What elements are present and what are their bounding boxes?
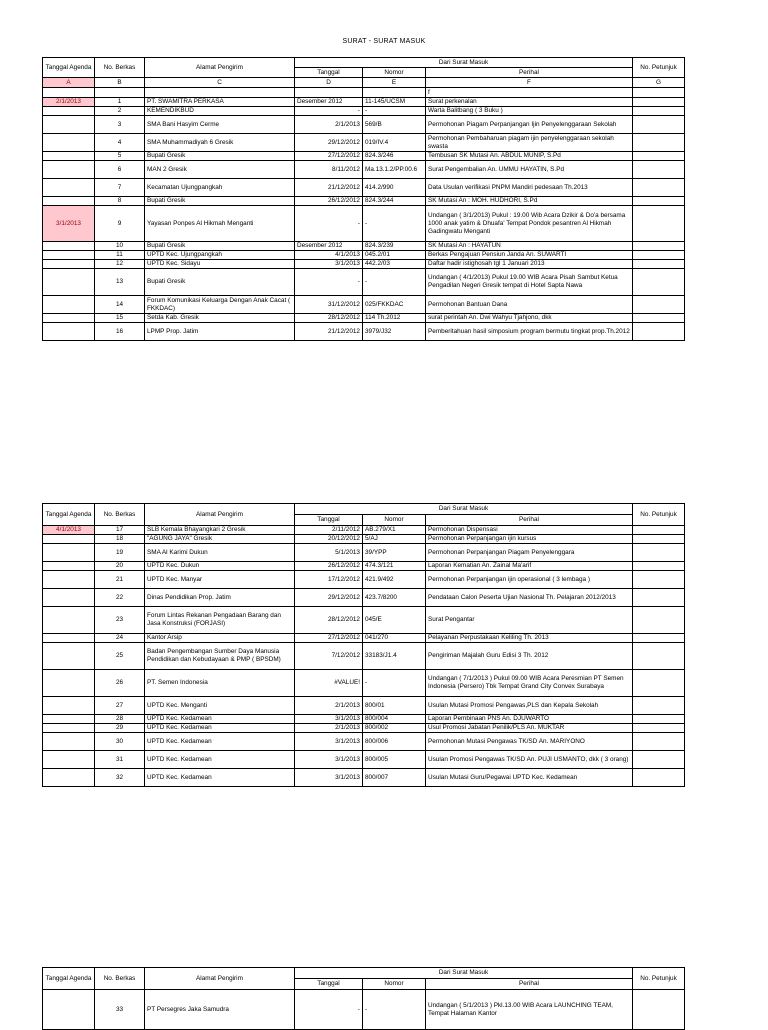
cell-alamat: Bupati Gresik	[145, 242, 295, 251]
cell-tanggal: #VALUE!	[295, 670, 363, 697]
cell-no: 15	[95, 314, 145, 323]
cell-no-petunjuk	[633, 269, 685, 296]
table-row	[43, 769, 685, 787]
cell-alamat: Bupati Gresik	[145, 152, 295, 161]
cell-no-petunjuk	[633, 314, 685, 323]
table-row	[43, 314, 685, 323]
table-row	[43, 251, 685, 260]
cell-agenda	[43, 152, 95, 161]
cell-alamat: UPTD Kec. Kedamean	[145, 724, 295, 733]
column-letter-row	[43, 78, 685, 88]
cell-no-petunjuk	[633, 98, 685, 107]
cell-perihal: Laporan Kematian An. Zainal Ma'arif	[426, 562, 633, 571]
cell-perihal: Permohonan Mutasi Pengawas TK/SD An. MARIYONO	[426, 733, 633, 751]
cell-tanggal: -	[295, 269, 363, 296]
column-letter: C	[145, 78, 295, 88]
header-tanggal-agenda: Tanggal Agenda	[43, 58, 95, 78]
cell-no-petunjuk	[633, 589, 685, 607]
cell-alamat: KEMENDIKBUD	[145, 107, 295, 116]
table-row	[43, 116, 685, 134]
header-no-berkas: No. Berkas	[95, 968, 145, 990]
table-row	[43, 107, 685, 116]
table-row	[43, 152, 685, 161]
cell-alamat: Forum Komunikasi Keluarga Dengan Anak Cacat ( FKKDAC)	[145, 296, 295, 314]
cell-no-petunjuk	[633, 152, 685, 161]
cell-agenda	[43, 697, 95, 715]
cell-nomor: 041/270	[363, 634, 426, 643]
column-letter: F	[426, 78, 633, 88]
header-alamat-pengirim: Alamat Pengirim	[145, 58, 295, 78]
cell-tanggal: 3/1/2013	[295, 260, 363, 269]
cell-alamat: Kecamatan Ujungpangkah	[145, 179, 295, 197]
cell-no-petunjuk	[633, 179, 685, 197]
cell-perihal: Permohonan Perpanjangan ijin kursus	[426, 535, 633, 544]
cell-perihal: Usulan Mutasi Guru/Pegawai UPTD Kec. Kedamean	[426, 769, 633, 787]
cell-tanggal: -	[295, 107, 363, 116]
cell-tanggal: 27/12/2012	[295, 152, 363, 161]
cell-agenda	[43, 769, 95, 787]
cell-no: 33	[95, 990, 145, 1030]
table-row	[43, 751, 685, 769]
cell-no-petunjuk	[633, 323, 685, 341]
column-letter: B	[95, 78, 145, 88]
cell-nomor: 045.2/01	[363, 251, 426, 260]
header-dari-surat-masuk: Dari Surat Masuk	[295, 58, 633, 68]
cell-perihal: surat perintah An. Dwi Wahyu Tjahjono, dkk	[426, 314, 633, 323]
cell-no-petunjuk	[633, 733, 685, 751]
cell-no: 3	[95, 116, 145, 134]
cell-nomor: Ma.13.1.2/PP.00.6	[363, 161, 426, 179]
table-row	[43, 98, 685, 107]
cell-agenda	[43, 733, 95, 751]
cell-no-petunjuk	[633, 607, 685, 634]
cell-nomor: 11-145/UCSM	[363, 98, 426, 107]
cell-perihal: Permohonan Perpanjangan Piagam Penyelenggara	[426, 544, 633, 562]
cell-no: 1	[95, 98, 145, 107]
cell-alamat: Yayasan Ponpes Al Hikmah Menganti	[145, 206, 295, 242]
cell-perihal: Undangan ( 4/1/2013) Pukul 19.00 WIB Acara Pisah Sambut Ketua Pengadilan Negeri Gresik tempat di Hotel Sapta Nawa	[426, 269, 633, 296]
cell-no-petunjuk	[633, 670, 685, 697]
cell-alamat: Forum Lintas Rekanan Pengadaan Barang dan Jasa Konstruksi (FORJASI)	[145, 607, 295, 634]
cell-agenda	[43, 161, 95, 179]
cell-agenda	[43, 116, 95, 134]
cell-nomor: -	[363, 269, 426, 296]
cell-alamat: UPTD Kec. Menganti	[145, 697, 295, 715]
table-row	[43, 697, 685, 715]
cell-agenda	[43, 571, 95, 589]
cell-no-petunjuk	[633, 296, 685, 314]
cell-agenda	[43, 634, 95, 643]
cell-tanggal: 26/12/2012	[295, 562, 363, 571]
cell-tanggal: 3/1/2013	[295, 751, 363, 769]
cell-no: 6	[95, 161, 145, 179]
cell-agenda	[43, 607, 95, 634]
cell-nomor: 5/AJ	[363, 535, 426, 544]
table-row	[43, 269, 685, 296]
cell-perihal: Pengiriman Majalah Guru Edisi 3 Th. 2012	[426, 643, 633, 670]
cell-agenda	[43, 323, 95, 341]
cell-no-petunjuk	[633, 116, 685, 134]
cell-nomor: 025/FKKDAC	[363, 296, 426, 314]
cell-tanggal: 2/11/2012	[295, 526, 363, 535]
cell-agenda	[43, 179, 95, 197]
cell-tanggal: 28/12/2012	[295, 607, 363, 634]
cell-alamat: UPTD Kec. Ujungpangkah	[145, 251, 295, 260]
header-no-petunjuk: No. Petunjuk	[633, 504, 685, 526]
cell-tanggal: 21/12/2012	[295, 323, 363, 341]
table-row	[43, 607, 685, 634]
cell-no-petunjuk	[633, 251, 685, 260]
header-no-petunjuk: No. Petunjuk	[633, 58, 685, 78]
cell-no-petunjuk	[633, 526, 685, 535]
cell-no-petunjuk	[633, 634, 685, 643]
cell-no: 4	[95, 134, 145, 152]
cell-tanggal: -	[295, 990, 363, 1030]
cell-alamat: Badan Pengembangan Sumber Daya Manusia Pendidikan dan Kebudayaan & PMP ( BPSDM)	[145, 643, 295, 670]
cell-agenda	[43, 242, 95, 251]
column-letter: A	[43, 78, 95, 88]
cell-agenda	[43, 589, 95, 607]
cell-nomor: -	[363, 206, 426, 242]
cell-perihal: Surat Pengantar	[426, 607, 633, 634]
cell-nomor: 019/IV.4	[363, 134, 426, 152]
cell-no-petunjuk	[633, 242, 685, 251]
table-row	[43, 197, 685, 206]
cell-no: 7	[95, 179, 145, 197]
header-alamat-pengirim: Alamat Pengirim	[145, 504, 295, 526]
cell-alamat: PT. SWAMITRA PERKASA	[145, 98, 295, 107]
register-table-3	[42, 967, 685, 1030]
cell-no: 22	[95, 589, 145, 607]
cell-perihal: Tembusan SK Mutasi An. ABDUL MUNIP, S.Pd	[426, 152, 633, 161]
cell-nomor: 824.3/246	[363, 152, 426, 161]
cell-no: 12	[95, 260, 145, 269]
cell-alamat: Setda Kab. Gresik	[145, 314, 295, 323]
table-row	[43, 715, 685, 724]
cell-nomor: -	[363, 670, 426, 697]
cell-nomor: 474.3/121	[363, 562, 426, 571]
marker-row	[43, 88, 685, 98]
cell-no: 16	[95, 323, 145, 341]
cell-nomor: -	[363, 990, 426, 1030]
cell-tanggal: 20/12/2012	[295, 535, 363, 544]
cell-tanggal: 7/12/2012	[295, 643, 363, 670]
cell-no: 27	[95, 697, 145, 715]
cell-nomor: 800/005	[363, 751, 426, 769]
cell-perihal: Berkas Pengajuan Pensiun Janda An. SUWARTI	[426, 251, 633, 260]
cell-nomor: 800/004	[363, 715, 426, 724]
cell-agenda	[43, 296, 95, 314]
cell-no-petunjuk	[633, 197, 685, 206]
cell-agenda	[43, 670, 95, 697]
table-row	[43, 589, 685, 607]
cell-no-petunjuk	[633, 107, 685, 116]
cell-perihal: Pendataan Calon Peserta Ujian Nasional Th. Pelajaran 2012/2013	[426, 589, 633, 607]
cell-no: 9	[95, 206, 145, 242]
cell-no: 28	[95, 715, 145, 724]
cell-no-petunjuk	[633, 715, 685, 724]
cell-alamat: PT Persegres Jaka Samudra	[145, 990, 295, 1030]
cell-no: 11	[95, 251, 145, 260]
header-dari-surat-masuk: Dari Surat Masuk	[295, 968, 633, 979]
table-row	[43, 242, 685, 251]
cell-tanggal: 4/1/2013	[295, 251, 363, 260]
header-nomor: Nomor	[363, 979, 426, 990]
cell-agenda: 2/1/2013	[43, 98, 95, 107]
cell-nomor: 421.9/492	[363, 571, 426, 589]
cell-agenda	[43, 260, 95, 269]
cell-alamat: SMA Al Karimi Dukun	[145, 544, 295, 562]
header-tanggal-agenda: Tanggal Agenda	[43, 504, 95, 526]
column-letter: E	[363, 78, 426, 88]
header-dari-surat-masuk: Dari Surat Masuk	[295, 504, 633, 515]
cell-agenda	[43, 134, 95, 152]
cell-alamat: UPTD Kec. Sidayu	[145, 260, 295, 269]
cell-agenda	[43, 751, 95, 769]
cell-nomor: 824.3/244	[363, 197, 426, 206]
cell-no: 31	[95, 751, 145, 769]
cell-tanggal: 2/1/2013	[295, 116, 363, 134]
cell-perihal: SK Mutasi An : MOH. HUDHORI, S.Pd	[426, 197, 633, 206]
table-row	[43, 323, 685, 341]
cell-tanggal: 29/12/2012	[295, 134, 363, 152]
cell-perihal: Warta Balitbang ( 3 Buku )	[426, 107, 633, 116]
cell-perihal: Surat Pengembalian An. UMMU HAYATIN, S.Pd	[426, 161, 633, 179]
cell-no: 24	[95, 634, 145, 643]
cell-alamat: UPTD Kec. Kedamean	[145, 715, 295, 724]
cell-alamat: Bupati Gresik	[145, 197, 295, 206]
cell-nomor: 3979/J32	[363, 323, 426, 341]
cell-agenda	[43, 544, 95, 562]
cell-perihal: Permohonan Dispensasi	[426, 526, 633, 535]
header-nomor: Nomor	[363, 68, 426, 78]
cell-no-petunjuk	[633, 161, 685, 179]
cell-no-petunjuk	[633, 571, 685, 589]
cell-no: 17	[95, 526, 145, 535]
header-perihal: Perihal	[426, 979, 633, 990]
cell-no: 25	[95, 643, 145, 670]
cell-no-petunjuk	[633, 697, 685, 715]
cell-agenda	[43, 269, 95, 296]
cell-no-petunjuk	[633, 206, 685, 242]
cell-no: 2	[95, 107, 145, 116]
header-no-berkas: No. Berkas	[95, 58, 145, 78]
header-no-berkas: No. Berkas	[95, 504, 145, 526]
cell-nomor: 114 Th.2012	[363, 314, 426, 323]
cell-nomor: 423.7/8200	[363, 589, 426, 607]
cell-alamat: LPMP Prop. Jatim	[145, 323, 295, 341]
cell-alamat: Dinas Pendidikan Prop. Jatim	[145, 589, 295, 607]
cell-no: 19	[95, 544, 145, 562]
cell-nomor: 800/007	[363, 769, 426, 787]
cell-alamat: "AGUNG JAYA" Gresik	[145, 535, 295, 544]
column-letter: D	[295, 78, 363, 88]
cell-agenda	[43, 197, 95, 206]
table-row	[43, 526, 685, 535]
cell-alamat: SMA Bani Hasyim Cerme	[145, 116, 295, 134]
cell-tanggal: 2/1/2013	[295, 724, 363, 733]
table-row	[43, 670, 685, 697]
cell-alamat: UPTD Kec. Kedamean	[145, 733, 295, 751]
cell-no-petunjuk	[633, 134, 685, 152]
cell-agenda: 4/1/2013	[43, 526, 95, 535]
cell-alamat: UPTD Kec. Dukun	[145, 562, 295, 571]
table-row	[43, 634, 685, 643]
cell-no: 21	[95, 571, 145, 589]
column-letter: G	[633, 78, 685, 88]
table-row	[43, 161, 685, 179]
cell-tanggal: -	[295, 206, 363, 242]
cell-no: 26	[95, 670, 145, 697]
cell-no: 29	[95, 724, 145, 733]
cell-perihal: SK Mutasi An : HAYATUN	[426, 242, 633, 251]
cell-perihal: Laporan Pembinaan PNS An. DJUWARTO	[426, 715, 633, 724]
cell-no: 8	[95, 197, 145, 206]
cell-no: 30	[95, 733, 145, 751]
cell-perihal: Data Usulan verifikasi PNPM Mandiri pedesaan Th.2013	[426, 179, 633, 197]
cell-alamat: UPTD Kec. Kedamean	[145, 751, 295, 769]
table-row	[43, 733, 685, 751]
cell-no: 5	[95, 152, 145, 161]
header-perihal: Perihal	[426, 515, 633, 526]
cell-nomor: 33183/J1.4	[363, 643, 426, 670]
cell-tanggal: 17/12/2012	[295, 571, 363, 589]
table-row	[43, 643, 685, 670]
cell-nomor: 800/002	[363, 724, 426, 733]
table-row	[43, 206, 685, 242]
header-nomor: Nomor	[363, 515, 426, 526]
cell-tanggal: 27/12/2012	[295, 634, 363, 643]
cell-nomor: AB.279/X1	[363, 526, 426, 535]
cell-perihal: Undangan ( 3/1/2013) Pukul : 19.00 Wib Acara Dzikir & Do'a bersama 1000 anak yatim & Dhuafa' Tempat Pondok pesantren Al Hikmah Gadingwatu Menganti	[426, 206, 633, 242]
cell-perihal: Permohonan Pembaharuan piagam ijin penyelenggaraan sekolah swasta	[426, 134, 633, 152]
cell-no-petunjuk	[633, 260, 685, 269]
table-row	[43, 571, 685, 589]
cell-nomor: 442.2/03	[363, 260, 426, 269]
cell-perihal: Usulan Mutasi Promosi Pengawas,PLS dan Kepala Sekolah	[426, 697, 633, 715]
header-tanggal-agenda: Tanggal Agenda	[43, 968, 95, 990]
cell-alamat: SLB Kemala Bhayangkari 2 Gresik	[145, 526, 295, 535]
cell-nomor: 045/E	[363, 607, 426, 634]
table-row	[43, 535, 685, 544]
cell-tanggal: 3/1/2013	[295, 715, 363, 724]
cell-no-petunjuk	[633, 535, 685, 544]
cell-tanggal: 31/12/2012	[295, 296, 363, 314]
header-tanggal: Tanggal	[295, 979, 363, 990]
cell-perihal: Daftar hadir istighosah tgl 1 Januari 2013	[426, 260, 633, 269]
cell-tanggal: 26/12/2012	[295, 197, 363, 206]
cell-tanggal: 2/1/2013	[295, 697, 363, 715]
cell-alamat: MAN 2 Gresik	[145, 161, 295, 179]
cell-no: 14	[95, 296, 145, 314]
cell-perihal: Usulan Promosi Pengawas TK/SD An. PUJI USMANTO, dkk ( 3 orang)	[426, 751, 633, 769]
cell-no: 32	[95, 769, 145, 787]
cell-no-petunjuk	[633, 643, 685, 670]
table-row	[43, 296, 685, 314]
cell-alamat: SMA Muhammadiyah 6 Gresik	[145, 134, 295, 152]
register-table-2	[42, 503, 685, 787]
cell-nomor: 824.3/239	[363, 242, 426, 251]
cell-tanggal: 3/1/2013	[295, 733, 363, 751]
cell-agenda	[43, 724, 95, 733]
cell-perihal: Permohonan Perpanjangan ijin operasional ( 3 lembaga )	[426, 571, 633, 589]
table-row	[43, 544, 685, 562]
cell-tanggal: 29/12/2012	[295, 589, 363, 607]
cell-perihal: Undangan ( 5/1/2013 ) Pkl.13.00 WIB Acara LAUNCHING TEAM, Tempat Halaman Kantor	[426, 990, 633, 1030]
cell-no-petunjuk	[633, 544, 685, 562]
cell-no-petunjuk	[633, 562, 685, 571]
header-perihal: Perihal	[426, 68, 633, 78]
cell-agenda	[43, 314, 95, 323]
cell-agenda	[43, 715, 95, 724]
table-row	[43, 179, 685, 197]
cell-agenda	[43, 107, 95, 116]
cell-alamat: Bupati Gresik	[145, 269, 295, 296]
cell-tanggal: Desember 2012	[295, 242, 363, 251]
cell-agenda	[43, 251, 95, 260]
header-tanggal: Tanggal	[295, 68, 363, 78]
cell-no-petunjuk	[633, 751, 685, 769]
cell-nomor: -	[363, 107, 426, 116]
cell-alamat: Kantor Arsip	[145, 634, 295, 643]
table-row	[43, 724, 685, 733]
cell-perihal: Usul Promosi Jabatan Penilik/PLS An. MUKTAR	[426, 724, 633, 733]
cell-nomor: 800/01	[363, 697, 426, 715]
cell-agenda	[43, 535, 95, 544]
cell-agenda	[43, 643, 95, 670]
cell-tanggal: 21/12/2012	[295, 179, 363, 197]
page-title: SURAT - SURAT MASUK	[342, 38, 426, 45]
cell-nomor: 569/B	[363, 116, 426, 134]
table-row	[43, 562, 685, 571]
header-alamat-pengirim: Alamat Pengirim	[145, 968, 295, 990]
table-row	[43, 134, 685, 152]
f-marker: f	[426, 88, 633, 98]
cell-tanggal: 8/11/2012	[295, 161, 363, 179]
cell-nomor: 800/006	[363, 733, 426, 751]
cell-no: 20	[95, 562, 145, 571]
cell-agenda: 3/1/2013	[43, 206, 95, 242]
cell-tanggal: Desember 2012	[295, 98, 363, 107]
cell-tanggal: 5/1/2013	[295, 544, 363, 562]
cell-alamat: UPTD Kec. Kedamean	[145, 769, 295, 787]
header-no-petunjuk: No. Petunjuk	[633, 968, 685, 990]
cell-perihal: Pelayanan Perpustakaan Keliling Th. 2013	[426, 634, 633, 643]
header-tanggal: Tanggal	[295, 515, 363, 526]
cell-no-petunjuk	[633, 724, 685, 733]
table-row	[43, 260, 685, 269]
cell-tanggal: 28/12/2012	[295, 314, 363, 323]
cell-alamat: UPTD Kec. Manyar	[145, 571, 295, 589]
cell-no: 13	[95, 269, 145, 296]
cell-perihal: Permohonan Bantuan Dana	[426, 296, 633, 314]
cell-no: 18	[95, 535, 145, 544]
cell-perihal: Surat perkenalan	[426, 98, 633, 107]
cell-alamat: PT. Semen Indonesia	[145, 670, 295, 697]
cell-no: 23	[95, 607, 145, 634]
cell-perihal: Undangan ( 7/1/2013 ) Pukul 09.00 WIB Acara Peresmian PT Semen Indonesia (Persero) Tbk Tempat Grand City Convex Surabaya	[426, 670, 633, 697]
cell-no-petunjuk	[633, 769, 685, 787]
cell-agenda	[43, 562, 95, 571]
cell-no: 10	[95, 242, 145, 251]
cell-nomor: 414.2/990	[363, 179, 426, 197]
cell-nomor: 39/YPP	[363, 544, 426, 562]
register-table-1	[42, 57, 685, 341]
cell-perihal: Pemberitahuan hasil simposium program bermutu tingkat prop.Th.2012	[426, 323, 633, 341]
cell-perihal: Permohonan Piagam Perpanjangan Ijin Penyelenggaraan Sekolah	[426, 116, 633, 134]
cell-tanggal: 3/1/2013	[295, 769, 363, 787]
